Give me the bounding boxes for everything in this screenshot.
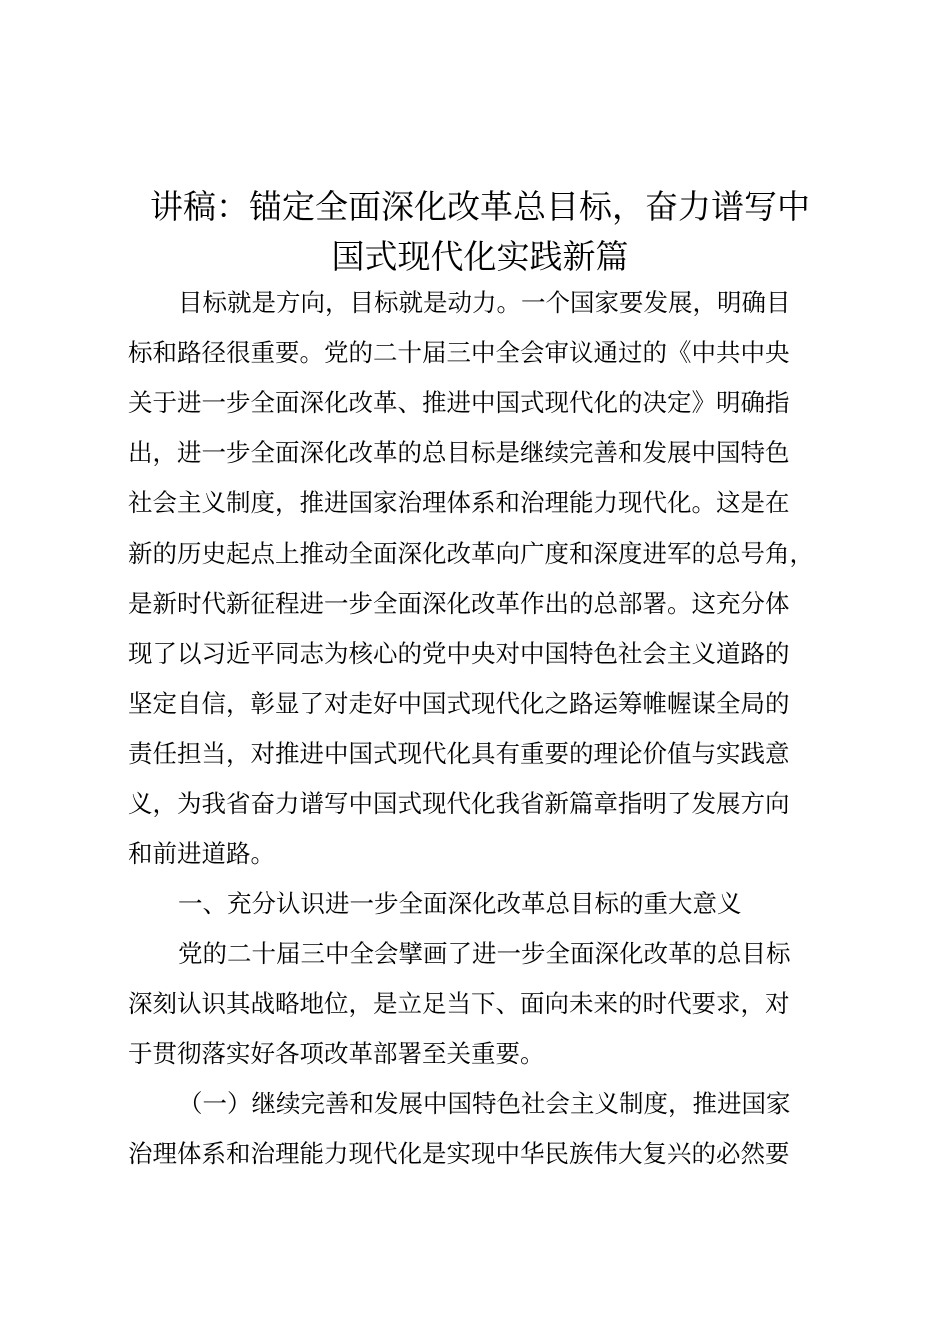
paragraph-line: 社会主义制度，推进国家治理体系和治理能力现代化。这是在 [128,488,790,517]
paragraph-line: 坚定自信，彰显了对走好中国式现代化之路运筹帷幄谋全局的 [128,689,790,718]
paragraph-line: 关于进一步全面深化改革、推进中国式现代化的决定》明确指 [128,388,790,417]
paragraph-line: 目标就是方向，目标就是动力。一个国家要发展，明确目 [178,288,791,317]
document-title-line-1: 讲稿：锚定全面深化改革总目标，奋力谱写中 [150,187,810,226]
paragraph-line: 深刻认识其战略地位，是立足当下、面向未来的时代要求，对 [128,989,790,1018]
paragraph-line: 党的二十届三中全会擘画了进一步全面深化改革的总目标 [178,939,791,968]
paragraph-line: 是新时代新征程进一步全面深化改革作出的总部署。这充分体 [128,589,790,618]
paragraph-line: 责任担当，对推进中国式现代化具有重要的理论价值与实践意 [128,739,790,768]
paragraph-line: 出，进一步全面深化改革的总目标是继续完善和发展中国特色 [128,438,790,467]
paragraph-line: 治理体系和治理能力现代化是实现中华民族伟大复兴的必然要 [128,1139,790,1168]
paragraph-line: 义，为我省奋力谱写中国式现代化我省新篇章指明了发展方向 [128,789,790,818]
document-title-line-2: 国式现代化实践新篇 [331,237,629,276]
paragraph-line: 于贯彻落实好各项改革部署至关重要。 [128,1039,545,1068]
section-heading: 一、充分认识进一步全面深化改革总目标的重大意义 [178,889,742,918]
paragraph-line: 新的历史起点上推动全面深化改革向广度和深度进军的总号角， [128,539,814,568]
paragraph-line: 标和路径很重要。党的二十届三中全会审议通过的《中共中央 [128,338,790,367]
subsection-heading: （一）继续完善和发展中国特色社会主义制度，推进国家 [178,1089,791,1118]
paragraph-line: 和前进道路。 [128,839,275,868]
paragraph-line: 现了以习近平同志为核心的党中央对中国特色社会主义道路的 [128,639,790,668]
